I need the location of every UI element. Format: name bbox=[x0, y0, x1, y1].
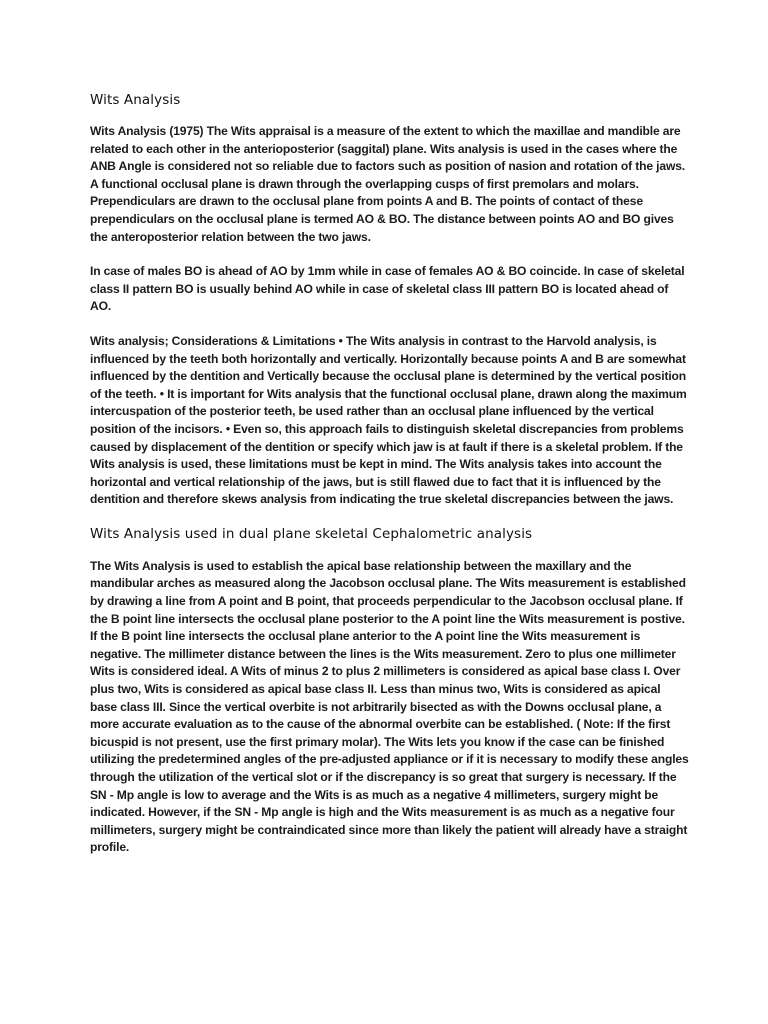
document-page bbox=[90, 92, 690, 857]
paragraph-gender-differences: In case of males BO is ahead of AO by 1mm while in case of females AO & BO coincide. In case of skeletal class II pattern BO is usually behind AO while in case of skeletal class III pattern BO is located ahead of AO. bbox=[90, 264, 685, 314]
paragraph-considerations-limitations: Wits analysis; Considerations & Limitations • The Wits analysis in contrast to the Harvold analysis, is influenced by the teeth both horizontally and vertically. Horizontally because points A and B are somewhat influenced by the dentition and Vertically because the occlusal plane is determined by the vertical position of the teeth. • It is important for Wits analysis that the functional occlusal plane, drawn along the maximum intercuspation of the posterior teeth, be used rather than an occlusal plane influenced by the vertical position of the incisors. • Even so, this approach fails to distinguish skeletal discrepancies from problems caused by displacement of the dentition or specify which jaw is at fault if there is a skeletal problem. If the Wits analysis is used, these limitations must be kept in mind. The Wits analysis takes into account the horizontal and vertical relationship of the jaws, but is still flawed due to fact that it is influenced by the dentition and therefore skews analysis from indicating the true skeletal discrepancies between the jaws. bbox=[90, 333, 687, 507]
paragraph-wits-definition: Wits Analysis (1975) The Wits appraisal is a measure of the extent to which the maxillae and mandible are related to each other in the anterioposterior (saggital) plane. Wits analysis is used in the cases where the ANB Angle is considered not so reliable due to factors such as position of nasion and rotation of the jaws. A functional occlusal plane is drawn through the overlapping cusps of first premolars and molars. Prependiculars are drawn to the occlusal plane from points A and B. The points of contact of these prependiculars on the occlusal plane is termed AO & BO. The distance between points AO and BO gives the anteroposterior relation between the two jaws. bbox=[90, 124, 685, 244]
section-title-dual-plane: Wits Analysis used in dual plane skeletal Cephalometric analysis bbox=[90, 525, 533, 542]
section-title-wits-analysis: Wits Analysis bbox=[90, 92, 181, 108]
paragraph-dual-plane-analysis: The Wits Analysis is used to establish the apical base relationship between the maxillary and the mandibular arches as measured along the Jacobson occlusal plane. The Wits measurement is established by drawing a line from A point and B point, that proceeds perpendicular to the Jacobson occlusal plane. If the B point line intersects the occlusal plane posterior to the A point line the Wits measurement is postive. If the B point line intersects the occlusal plane anterior to the A point line the Wits measurement is negative. The millimeter distance between the lines is the Wits measurement. Zero to plus one millimeter Wits is considered ideal. A Wits of minus 2 to plus 2 millimeters is considered as apical base class I. Over plus two, Wits is considered as apical base class II. Less than minus two, Wits is considered as apical base class III. Since the vertical overbite is not arbitrarily bisected as with the Downs occlusal plane, a more accurate evaluation as to the cause of the abnormal overbite can be established. ( Note: If the first bicuspid is not present, use the first primary molar). The Wits lets you know if the case can be finished utilizing the predetermined angles of the pre-adjusted appliance or if it is necessary to modify these angles through the utilization of the vertical slot or if the discrepancy is so great that surgery is necessary. If the SN - Mp angle is low to average and the Wits is as much as a negative 4 millimeters, surgery might be indicated. However, if the SN - Mp angle is high and the Wits measurement is as much as a negative four millimeters, surgery might be contraindicated since more than likely the patient will already have a straight profile. bbox=[90, 558, 689, 855]
